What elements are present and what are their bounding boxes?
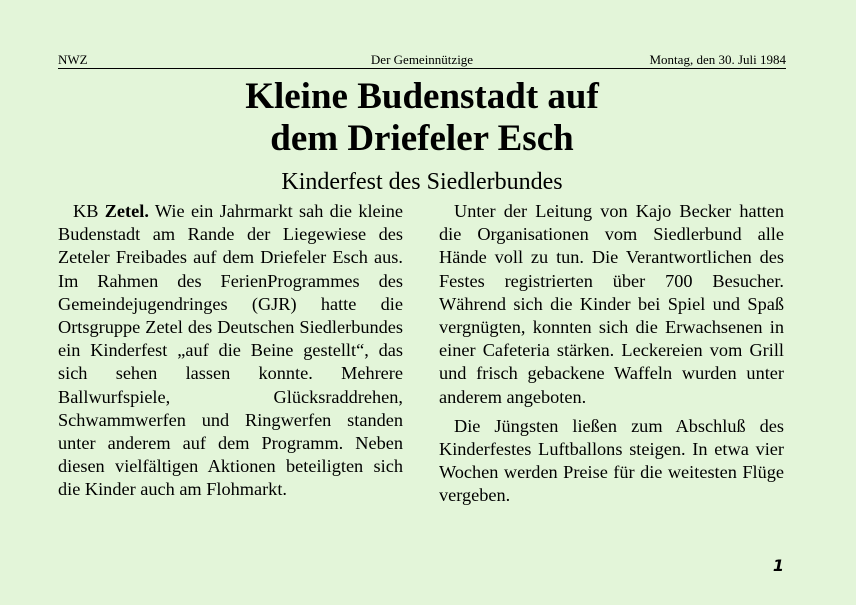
article-column-left — [58, 200, 403, 502]
page-header — [58, 52, 786, 69]
newspaper-page — [58, 52, 786, 540]
header-date: Montag, den 30. Juli 1984 — [649, 52, 786, 67]
article-column-right — [439, 200, 784, 508]
article-body — [58, 200, 786, 540]
byline: KB — [73, 201, 99, 221]
header-publication: NWZ — [58, 52, 88, 67]
headline — [58, 76, 786, 160]
page-number: 1 — [772, 556, 784, 575]
article-paragraph: Die Jüngsten ließen zum Abschluß des Kinderfestes Luftballons steigen. In etwa vier Wochen werden Preise für die weitesten Flüge vergeben. — [439, 415, 784, 506]
paragraph-text: Wie ein Jahrmarkt sah die kleine Budenstadt am Rande der Liegewiese des Zeteler Freibades auf dem Driefeler Esch aus. Im Rahmen des FerienProgrammes des Gemeindejugendringes (GJR) hatte die Ortsgruppe Zetel des Deutschen Siedlerbundes ein Kinderfest „auf die Beine gestellt“, das sich sehen lassen konnte. Mehrere Ballwurfspiele, Glücksraddrehen, Schwammwerfen und Ringwerfen standen unter anderem auf dem Programm. Neben diesen vielfältigen Aktionen beteiligten sich die Kinder auch am Flohmarkt. — [58, 201, 404, 500]
article-paragraph — [58, 200, 403, 502]
header-section: Der Gemeinnützige — [370, 52, 474, 67]
headline-line-1: Kleine Budenstadt auf — [245, 76, 599, 117]
dateline-place: Zetel. — [104, 201, 149, 221]
subheadline: Kinderfest des Siedlerbundes — [281, 169, 563, 195]
article-paragraph: Unter der Leitung von Kajo Becker hatten die Organisationen vom Siedlerbund alle Hände voll zu tun. Die Verantwortlichen des Festes registrierten über 700 Besucher. Während sich die Kinder bei Spiel und Spaß vergnügten, konnten sich die Erwachsenen in einer Cafeteria stärken. Leckereien vom Grill und frisch gebackene Waffeln wurden unter anderem angeboten. — [439, 201, 784, 407]
headline-line-2: dem Driefeler Esch — [270, 118, 574, 159]
